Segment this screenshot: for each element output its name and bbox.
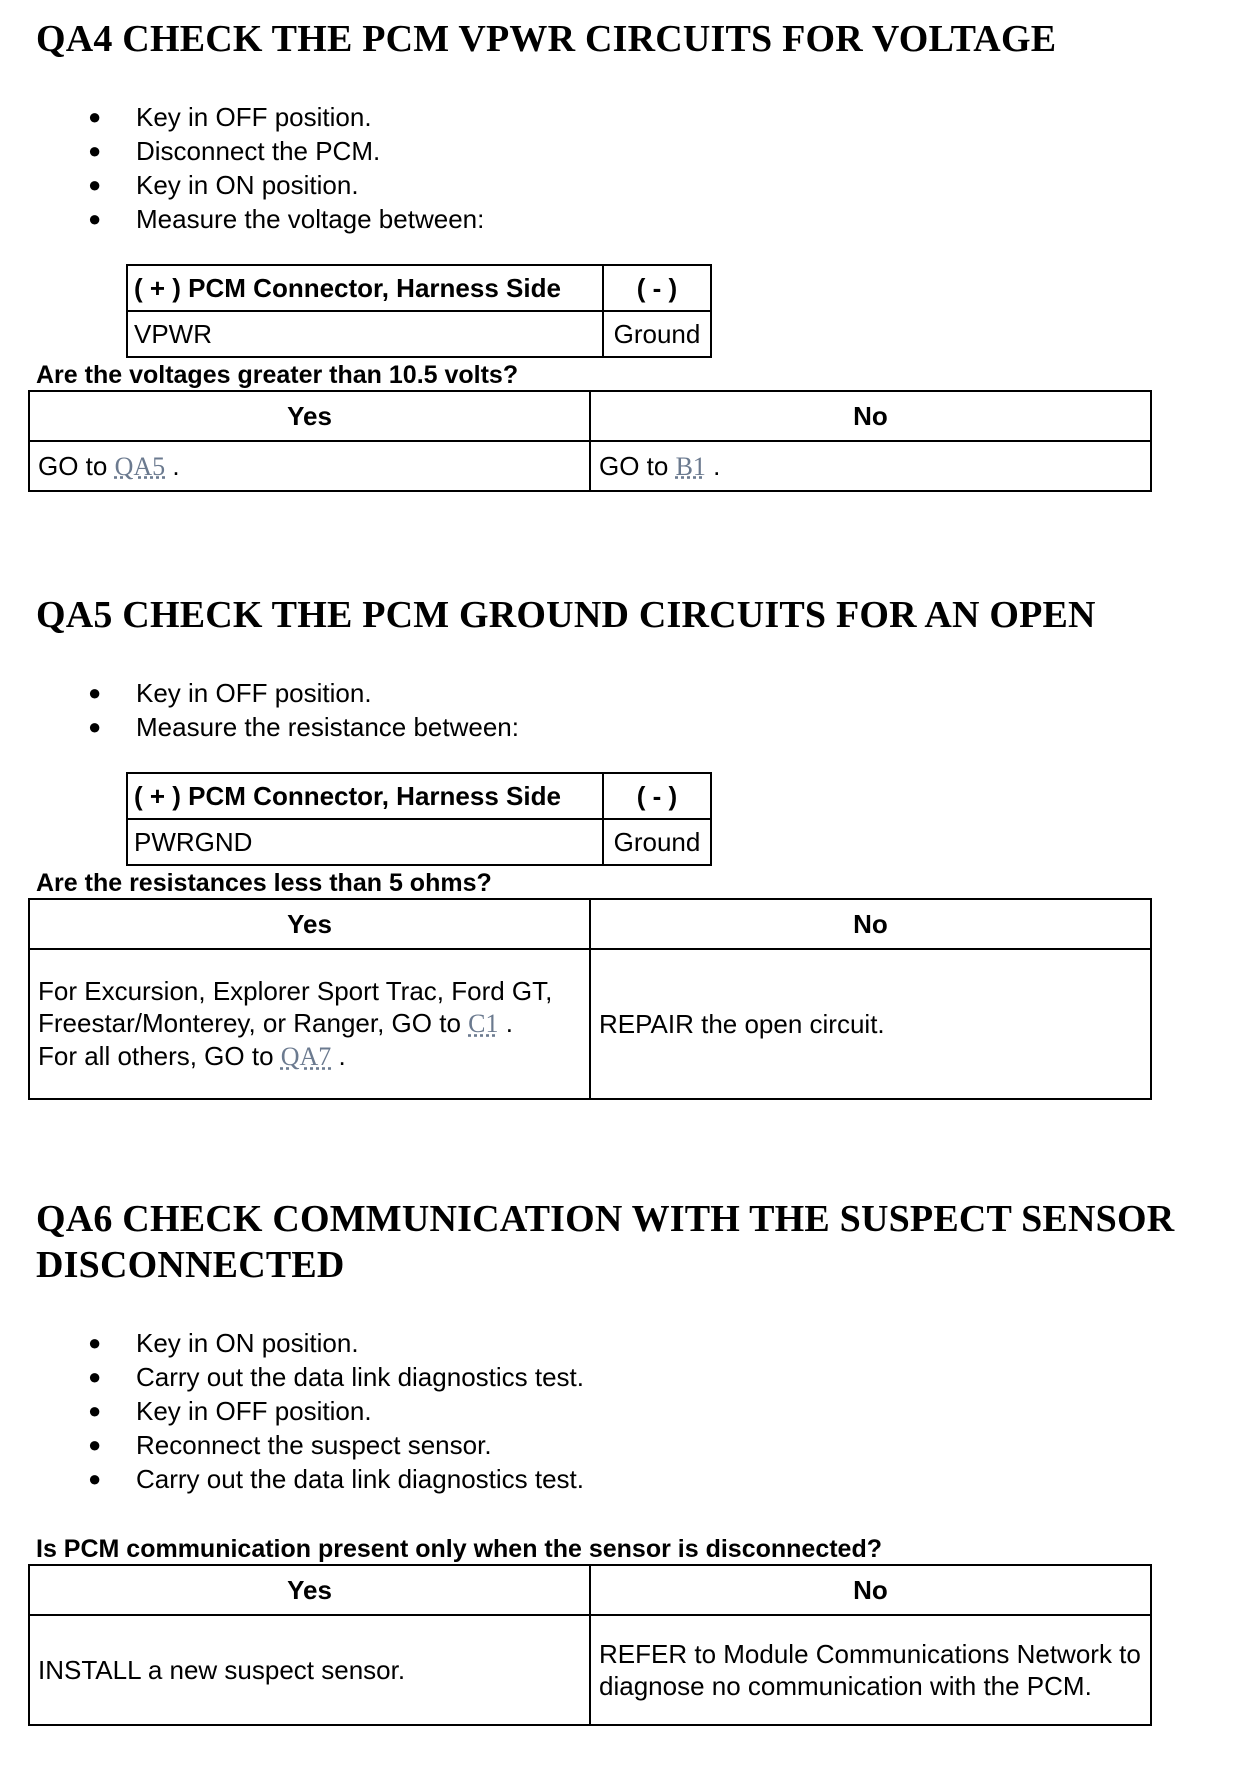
list-item: ● Key in ON position. [88, 1328, 359, 1358]
bullet-icon: ● [88, 1432, 102, 1457]
question-qa4: Are the voltages greater than 10.5 volts? [36, 361, 519, 389]
yes-cell: For Excursion, Explorer Sport Trac, Ford GT, Freestar/Monterey, or Ranger, GO to C1 . For all others, GO to QA7 . [29, 949, 590, 1099]
table-row [29, 1565, 1151, 1615]
table-row [29, 949, 1151, 1099]
connector-ground: Ground [603, 819, 711, 865]
list-item: ● Key in OFF position. [88, 102, 372, 132]
link-qa5[interactable]: QA5 [114, 451, 166, 481]
table-row [29, 441, 1151, 491]
connector-header-neg: ( - ) [603, 265, 711, 311]
result-table-qa6 [28, 1564, 1152, 1726]
table-row [127, 773, 711, 819]
connector-pin: PWRGND [127, 819, 603, 865]
connector-pin: VPWR [127, 311, 603, 357]
yes-header: Yes [29, 391, 590, 441]
list-item: ● Disconnect the PCM. [88, 136, 381, 166]
connector-header-pos: ( + ) PCM Connector, Harness Side [127, 773, 603, 819]
question-qa6: Is PCM communication present only when the sensor is disconnected? [36, 1535, 882, 1563]
bullet-icon: ● [88, 1364, 102, 1389]
bullet-icon: ● [88, 1330, 102, 1355]
table-row [29, 1615, 1151, 1725]
list-item: ● Carry out the data link diagnostics test. [88, 1464, 585, 1494]
section-title-qa5: QA5 CHECK THE PCM GROUND CIRCUITS FOR AN OPEN [36, 594, 1096, 636]
section-title-qa6: QA6 CHECK COMMUNICATION WITH THE SUSPECT SENSOR DISCONNECTED [36, 1198, 1175, 1286]
bullet-icon: ● [88, 1466, 102, 1491]
connector-header-neg: ( - ) [603, 773, 711, 819]
link-c1[interactable]: C1 [468, 1009, 499, 1038]
bullet-icon: ● [88, 104, 102, 129]
list-item: ● Reconnect the suspect sensor. [88, 1430, 492, 1460]
link-b1[interactable]: B1 [675, 451, 706, 481]
link-qa7[interactable]: QA7 [280, 1042, 332, 1071]
question-qa5: Are the resistances less than 5 ohms? [36, 869, 492, 897]
bullet-icon: ● [88, 172, 102, 197]
bullet-icon: ● [88, 680, 102, 705]
yes-header: Yes [29, 899, 590, 949]
connector-table-qa5 [126, 772, 712, 866]
connector-ground: Ground [603, 311, 711, 357]
list-item: ● Measure the voltage between: [88, 204, 485, 234]
no-header: No [590, 391, 1151, 441]
steps-list-qa5 [0, 676, 519, 744]
result-table-qa5 [28, 898, 1152, 1100]
connector-header-pos: ( + ) PCM Connector, Harness Side [127, 265, 603, 311]
bullet-icon: ● [88, 206, 102, 231]
no-cell: REPAIR the open circuit. [590, 949, 1151, 1099]
yes-cell: GO to QA5 . [29, 441, 590, 491]
section-title-qa4: QA4 CHECK THE PCM VPWR CIRCUITS FOR VOLTAGE [36, 18, 1057, 60]
no-header: No [590, 1565, 1151, 1615]
table-row [29, 899, 1151, 949]
table-row [127, 819, 711, 865]
yes-header: Yes [29, 1565, 590, 1615]
connector-table-qa4 [126, 264, 712, 358]
list-item: ● Carry out the data link diagnostics test. [88, 1362, 585, 1392]
list-item: ● Key in OFF position. [88, 1396, 372, 1426]
no-cell: GO to B1 . [590, 441, 1151, 491]
table-row [127, 265, 711, 311]
bullet-icon: ● [88, 714, 102, 739]
steps-list-qa6 [0, 1326, 584, 1496]
list-item: ● Measure the resistance between: [88, 712, 519, 742]
bullet-icon: ● [88, 138, 102, 163]
list-item: ● Key in OFF position. [88, 678, 372, 708]
list-item: ● Key in ON position. [88, 170, 359, 200]
table-row [127, 311, 711, 357]
yes-cell: INSTALL a new suspect sensor. [29, 1615, 590, 1725]
no-cell: REFER to Module Communications Network to diagnose no communication with the PCM. [590, 1615, 1151, 1725]
bullet-icon: ● [88, 1398, 102, 1423]
no-header: No [590, 899, 1151, 949]
steps-list-qa4 [0, 100, 484, 236]
table-row [29, 391, 1151, 441]
result-table-qa4 [28, 390, 1152, 492]
